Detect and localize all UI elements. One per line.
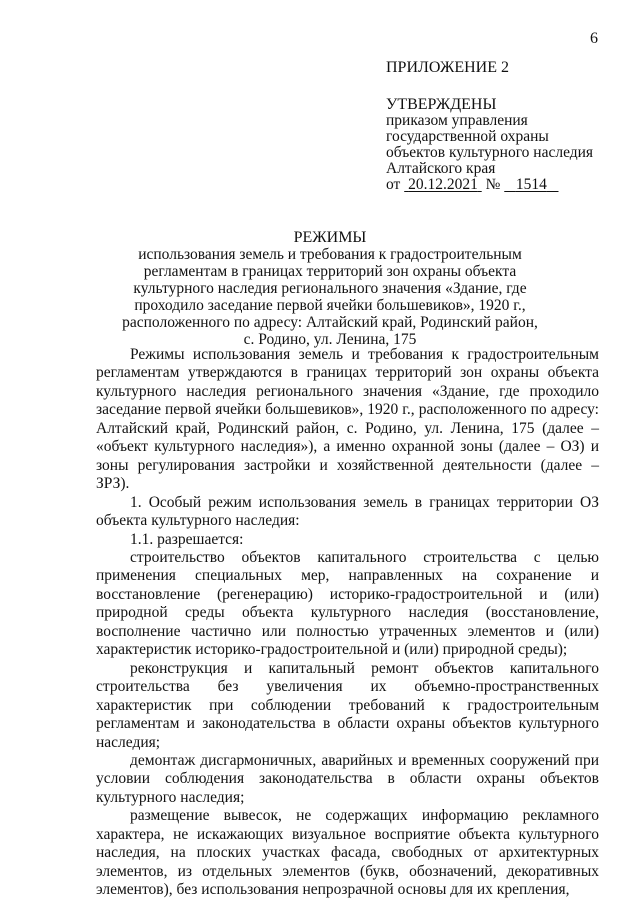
document-title-block [100,229,560,348]
approved-heading: УТВЕРЖДЕНЫ [386,96,497,113]
appendix-label: ПРИЛОЖЕНИЕ 2 [386,59,510,76]
subtitle-line: регламентам в границах территорий зон охраны объекта [143,263,517,280]
approval-line: приказом управления [386,112,528,129]
subtitle-line: расположенного по адресу: Алтайский край, Родинский район, [122,314,538,331]
page-number: 6 [590,30,598,47]
subtitle-line: использования земель и требования к градостроительным [138,246,522,263]
order-line [386,177,626,193]
subtitle-line: культурного наследия регионального значения «Здание, где [133,280,527,297]
subtitle-line: проходило заседание первой ячейки большевиков», 1920 г., [134,297,526,314]
document-body [96,346,599,900]
body-paragraph: демонтаж дисгармоничных, аварийных и временных сооружений при условии соблюдения законодательства в области охраны объектов культурного наследия; [96,751,599,806]
order-number-label: № [481,176,505,193]
body-paragraph: размещение вывесок, не содержащих информацию рекламного характера, не искажающих визуальное восприятие объекта культурного наследия, на плоских участках фасада, свободных от архитектурных элементов, из отдельных элементов (букв, обозначений, декоративных элементов), без использования непрозрачной основы для их крепления, [96,807,599,899]
approval-block [386,60,626,193]
body-paragraph: реконструкция и капитальный ремонт объектов капитального строительства без увеличения их объемно-пространственных характеристик при соблюдении требований к градостроительным регламентам и законодательства в области охраны объектов культурного наследия; [96,659,599,751]
body-paragraph: строительство объектов капитального строительства с целью применения специальных мер, направленных на сохранение и восстановление (регенерацию) историко-градостроительной и (или) природной среды объекта культурного наследия (восстановление, восполнение частично или полностью утраченных элементов и (или) характеристик историко-градостроительной и (или) природной среды); [96,548,599,659]
body-paragraph: 1.1. разрешается: [130,530,244,548]
order-prefix: от [386,176,405,193]
approval-line: государственной охраны [386,128,549,145]
body-paragraph: 1. Особый режим использования земель в границах территории ОЗ объекта культурного наследия: [96,493,599,530]
approval-line: Алтайского края [386,160,496,177]
order-number: 1514 [515,176,547,193]
subtitle-line: с. Родино, ул. Ленина, 175 [243,331,417,348]
document-title: РЕЖИМЫ [293,229,367,246]
approval-line: объектов культурного наследия [386,144,594,161]
body-paragraph: Режимы использования земель и требования к градостроительным регламентам утверждаются в границах территорий зон охраны объекта культурного наследия регионального значения «Здание, где проходило заседание первой ячейки большевиков», 1920 г., расположенного по адресу: Алтайский край, Родинский район, с. Родино, ул. Ленина, 175 (далее – «объект культурного наследия»), а именно охранной зоны (далее – ОЗ) и зоны регулирования застройки и хозяйственной деятельности (далее – ЗРЗ). [96,346,599,493]
order-date: 20.12.2021 [408,176,478,193]
